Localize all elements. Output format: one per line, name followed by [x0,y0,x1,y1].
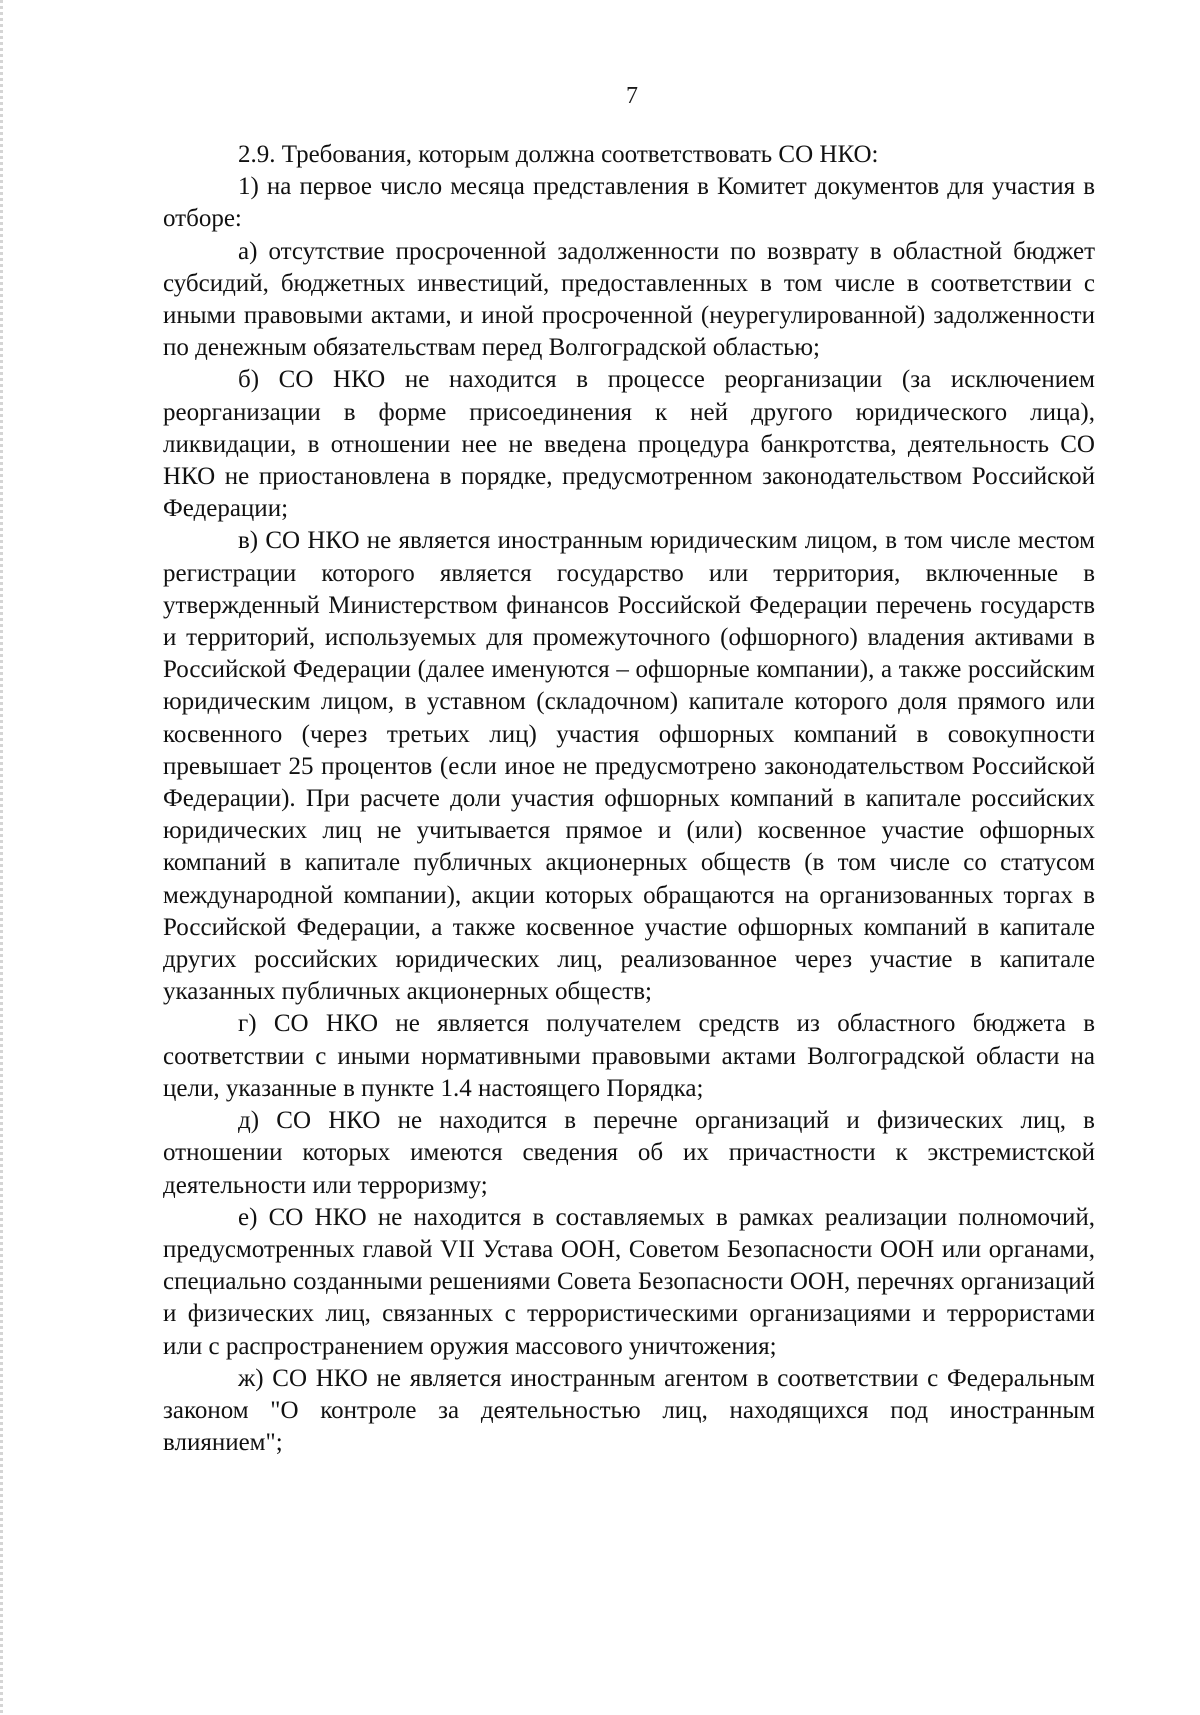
section-heading-2-9: 2.9. Требования, которым должна соответствовать СО НКО: [238,141,879,168]
paragraph-item-1: 1) на первое число месяца представления в Комитет документов для участия в отборе: [163,173,1095,233]
paragraph-item-g: г) СО НКО не является получателем средств из областного бюджета в соответствии с иными нормативными правовыми актами Волгоградской области на цели, указанные в пункте 1.4 настоящего Порядка; [163,1010,1095,1102]
paragraph-item-b: б) СО НКО не находится в процессе реорганизации (за исключением реорганизации в форме присоединения к ней другого юридического лица), ликвидации, в отношении нее не введена процедура банкротства, деятельность СО НКО не приостановлена в порядке, предусмотренном законодательством Российской Федерации; [163,366,1095,523]
paragraph-item-a: а) отсутствие просроченной задолженности по возврату в областной бюджет субсидий, бюджетных инвестиций, предоставленных в том числе в соответствии с иными правовыми актами, и иной просроченной (неурегулированной) задолженности по денежным обязательствам перед Волгоградской областью; [163,237,1095,362]
paragraph-item-e: е) СО НКО не находится в составляемых в рамках реализации полномочий, предусмотренных главой VII Устава ООН, Советом Безопасности ООН или органами, специально созданными решениями Совета Безопасности ООН, перечнях организаций и физических лиц, связанных с террористическими организациями и террористами или с распространением оружия массового уничтожения; [163,1203,1095,1360]
paragraph-item-zh: ж) СО НКО не является иностранным агентом в соответствии с Федеральным законом "О контроле за деятельностью лиц, находящихся под иностранным влиянием"; [163,1364,1095,1457]
paragraph-item-v: в) СО НКО не является иностранным юридическим лицом, в том числе местом регистрации которого является государство или территория, включенные в утвержденный Министерством финансов Российской Федерации перечень государств и территорий, используемых для промежуточного (офшорного) владения активами в Российской Федерации (далее именуются – офшорные компании), а также российским юридическим лицом, в уставном (складочном) капитале которого доля прямого или косвенного (через третьих лиц) участия офшорных компаний в совокупности превышает 25 процентов (если иное не предусмотрено законодательством Российской Федерации). При расчете доли участия офшорных компаний в капитале российских юридических лиц не учитывается прямое и (или) косвенное участие офшорных компаний в капитале публичных акционерных обществ (в том числе со статусом международной компании), акции которых обращаются на организованных торгах в Российской Федерации, а также косвенное участие офшорных компаний в капитале других российских юридических лиц, реализованное через участие в капитале указанных публичных акционерных обществ; [163,527,1095,1006]
page-number: 7 [626,83,638,109]
scan-edge-artifact [0,0,3,1715]
paragraph-item-d: д) СО НКО не находится в перечне организаций и физических лиц, в отношении которых имеются сведения об их причастности к экстремистской деятельности или терроризму; [163,1107,1095,1199]
document-body [163,139,1095,1459]
